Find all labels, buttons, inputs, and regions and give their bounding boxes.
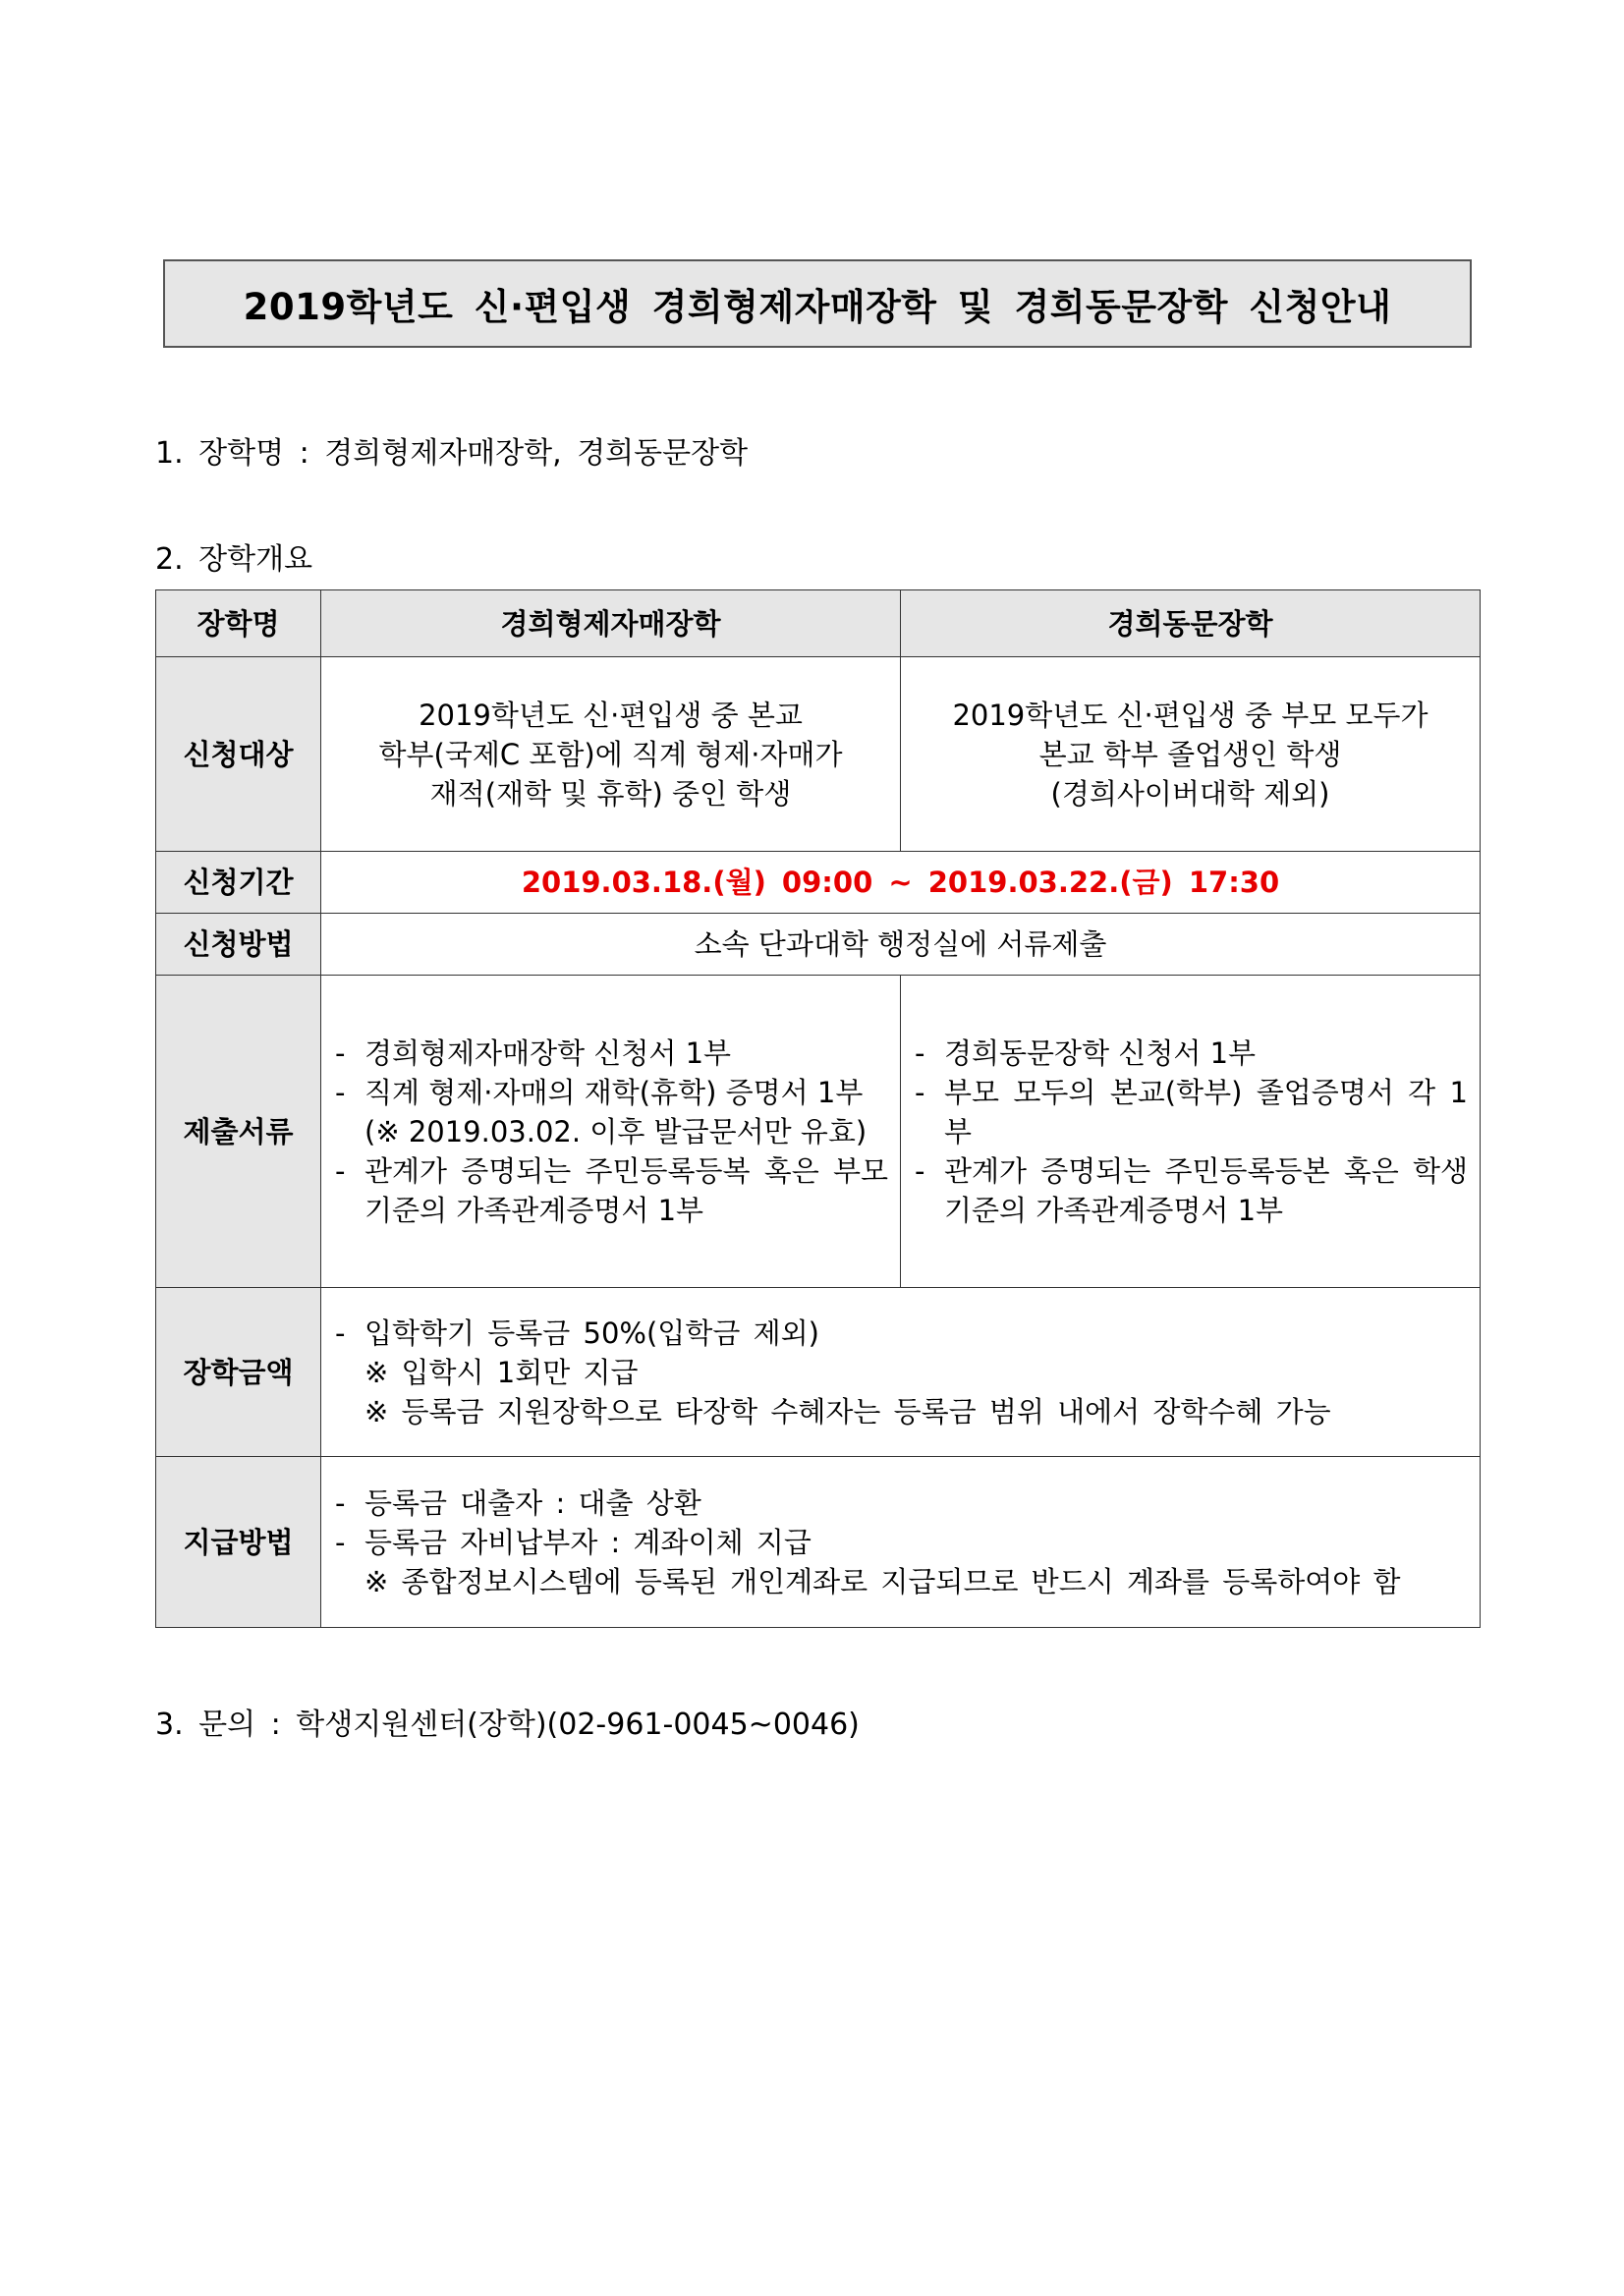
row-label-period: 신청기간: [156, 852, 321, 914]
table-row-method: [156, 914, 1481, 976]
bullet-dash: -: [335, 1036, 346, 1070]
document-item-text: 부모 모두의 본교(학부) 졸업증명서 각 1부: [944, 1075, 1468, 1148]
section-contact: 3. 문의 : 학생지원센터(장학)(02-961-0045~0046): [155, 1708, 860, 1742]
alumni-target-line: 2019학년도 신·편입생 중 부모 모두가: [952, 698, 1428, 732]
table-row-target: [156, 657, 1481, 852]
amount-note: ※ 등록금 지원장학으로 타장학 수혜자는 등록금 범위 내에서 장학수혜 가능: [364, 1394, 1331, 1428]
sibling-target-cell: [321, 657, 901, 852]
bullet-dash: -: [335, 1075, 346, 1109]
amount-text: 입학학기 등록금 50%(입학금 제외): [364, 1316, 819, 1350]
section-scholarship-name: 1. 장학명 : 경희형제자매장학, 경희동문장학: [155, 436, 749, 471]
document-item-main: 직계 형제·자매의 재학(휴학) 증명서 1부: [364, 1075, 864, 1109]
list-item: [915, 1073, 1468, 1151]
document-item-text: [364, 1073, 888, 1151]
alumni-target-cell: [901, 657, 1481, 852]
payment-method-cell: [321, 1457, 1481, 1628]
alumni-target-line: (경희사이버대학 제외): [1050, 776, 1330, 811]
document-item-text: 관계가 증명되는 주민등록등복 혹은 부모 기준의 가족관계증명서 1부: [364, 1153, 888, 1227]
row-label-method: 신청방법: [156, 914, 321, 976]
amount-note: ※ 입학시 1회만 지급: [364, 1355, 639, 1389]
sibling-documents-cell: [321, 976, 901, 1288]
list-item: [335, 1151, 888, 1230]
alumni-documents-cell: [901, 976, 1481, 1288]
document-title: 2019학년도 신·편입생 경희형제자매장학 및 경희동문장학 신청안내: [163, 259, 1472, 348]
bullet-dash: -: [335, 1153, 346, 1188]
list-item: [915, 1034, 1468, 1073]
alumni-target-line: 본교 학부 졸업생인 학생: [1038, 737, 1342, 771]
row-label-target: 신청대상: [156, 657, 321, 852]
list-item: [335, 1073, 888, 1151]
row-label-amount: 장학금액: [156, 1288, 321, 1457]
list-item: [335, 1523, 1468, 1562]
payment-note: ※ 종합정보시스템에 등록된 개인계좌로 지급되므로 반드시 계좌를 등록하여야 함: [364, 1564, 1401, 1598]
application-method-value: 소속 단과대학 행정실에 서류제출: [321, 914, 1481, 976]
table-row-amount: [156, 1288, 1481, 1457]
bullet-dash: -: [335, 1525, 346, 1559]
scholarship-overview-table: [155, 589, 1481, 1628]
list-item: [335, 1034, 888, 1073]
payment-text: 등록금 대출자 : 대출 상환: [364, 1485, 701, 1520]
list-item: [915, 1151, 1468, 1230]
document-item-note: (※ 2019.03.02. 이후 발급문서만 유효): [364, 1114, 868, 1148]
scholarship-amount-cell: [321, 1288, 1481, 1457]
column-header-alumni-scholarship: 경희동문장학: [901, 590, 1481, 657]
row-label-payment: 지급방법: [156, 1457, 321, 1628]
sibling-target-line: 학부(국제C 포함)에 직계 형제·자매가: [378, 737, 843, 771]
bullet-dash: -: [335, 1485, 346, 1520]
bullet-dash: -: [915, 1075, 925, 1109]
document-item-text: 관계가 증명되는 주민등록등본 혹은 학생 기준의 가족관계증명서 1부: [944, 1153, 1468, 1227]
payment-text: 등록금 자비납부자 : 계좌이체 지급: [364, 1525, 812, 1559]
bullet-dash: -: [335, 1316, 346, 1350]
document-item-text: 경희동문장학 신청서 1부: [944, 1036, 1257, 1070]
row-label-scholarship-name: 장학명: [156, 590, 321, 657]
section-overview-heading: 2. 장학개요: [155, 542, 313, 577]
application-period-value: 2019.03.18.(월) 09:00 ~ 2019.03.22.(금) 17:30: [321, 852, 1481, 914]
sibling-target-line: 2019학년도 신·편입생 중 본교: [419, 698, 803, 732]
table-row-payment: [156, 1457, 1481, 1628]
bullet-dash: -: [915, 1153, 925, 1188]
table-row-documents: [156, 976, 1481, 1288]
table-row-period: [156, 852, 1481, 914]
bullet-dash: -: [915, 1036, 925, 1070]
list-item: [335, 1484, 1468, 1523]
document-item-text: 경희형제자매장학 신청서 1부: [364, 1036, 732, 1070]
table-row-header: [156, 590, 1481, 657]
row-label-documents: 제출서류: [156, 976, 321, 1288]
column-header-sibling-scholarship: 경희형제자매장학: [321, 590, 901, 657]
list-item: [335, 1314, 1468, 1353]
sibling-target-line: 재적(재학 및 휴학) 중인 학생: [429, 776, 792, 811]
